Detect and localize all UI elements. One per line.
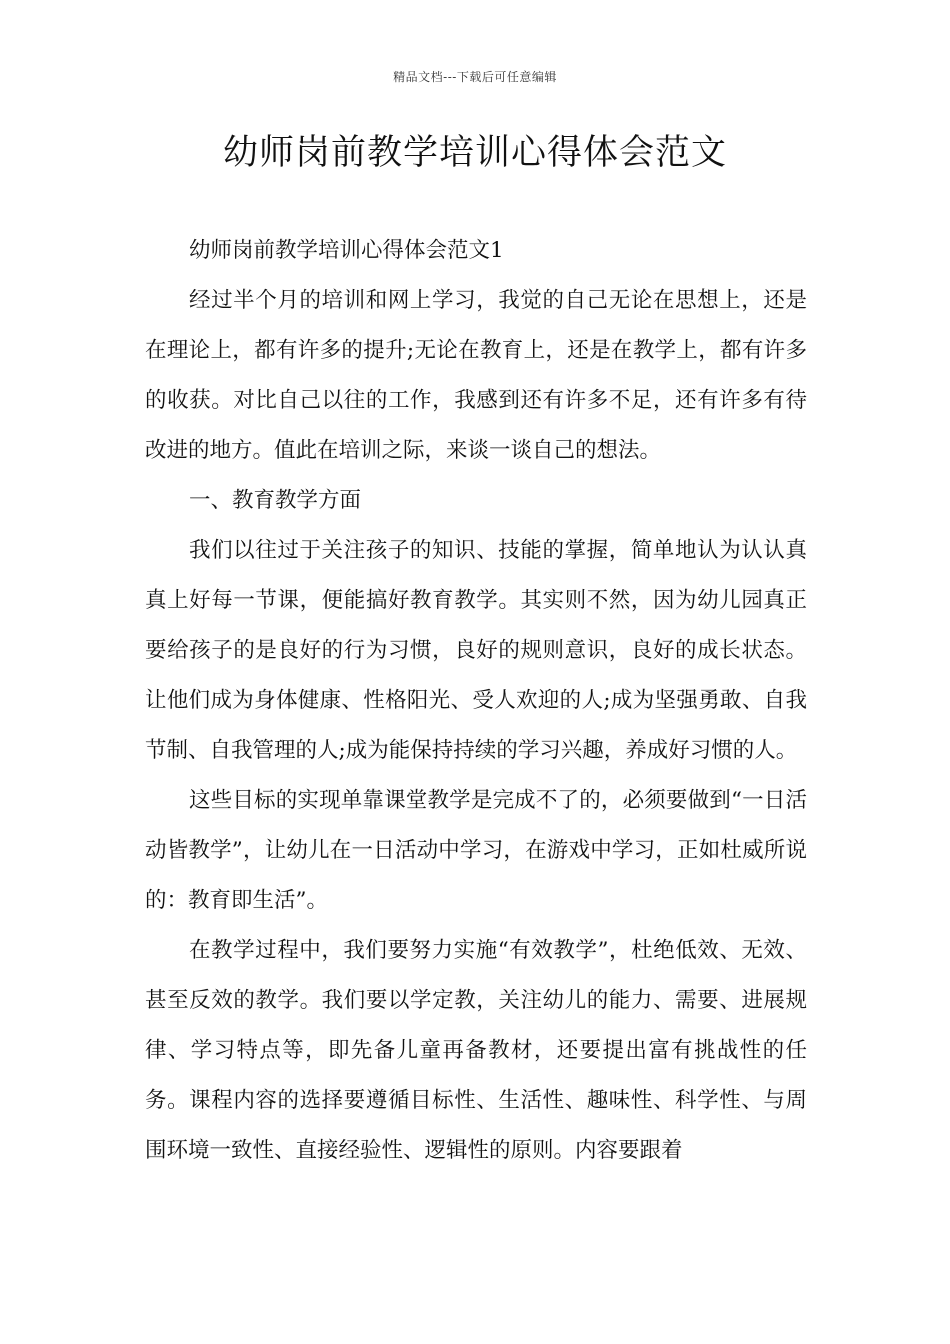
header-note: 精品文档---下载后可任意编辑 — [393, 70, 557, 84]
paragraph-intro: 经过半个月的培训和网上学习，我觉的自己无论在思想上，还是在理论上，都有许多的提升;无论在教育上，还是在教学上，都有许多的收获。对比自己以往的工作，我感到还有许多不足，还有许多有待改进的地方。值此在培训之际，来谈一谈自己的想法。 — [145, 288, 807, 463]
paragraph-section-2: 这些目标的实现单靠课堂教学是完成不了的，必须要做到“一日活动皆教学”，让幼儿在一日活动中学习，在游戏中学习，正如杜威所说的：教育即生活”。 — [145, 788, 807, 913]
section-heading: 一、教育教学方面 — [189, 488, 362, 513]
paragraph-section-3: 在教学过程中，我们要努力实施“有效教学”，杜绝低效、无效、甚至反效的教学。我们要以学定教，关注幼儿的能力、需要、进展规律、学习特点等，即先备儿童再备教材，还要提出富有挑战性的任务。课程内容的选择要遵循目标性、生活性、趣味性、科学性、与周围环境一致性、直接经验性、逻辑性的原则。内容要跟着 — [145, 938, 807, 1163]
document-subtitle: 幼师岗前教学培训心得体会范文1 — [189, 238, 504, 263]
document-title: 幼师岗前教学培训心得体会范文 — [222, 133, 727, 173]
paragraph-section-1: 我们以往过于关注孩子的知识、技能的掌握，简单地认为认认真真上好每一节课，便能搞好教育教学。其实则不然，因为幼儿园真正要给孩子的是良好的行为习惯，良好的规则意识，良好的成长状态。让他们成为身体健康、性格阳光、受人欢迎的人;成为坚强勇敢、自我节制、自我管理的人;成为能保持持续的学习兴趣，养成好习惯的人。 — [145, 538, 807, 763]
document-body — [145, 226, 807, 1176]
